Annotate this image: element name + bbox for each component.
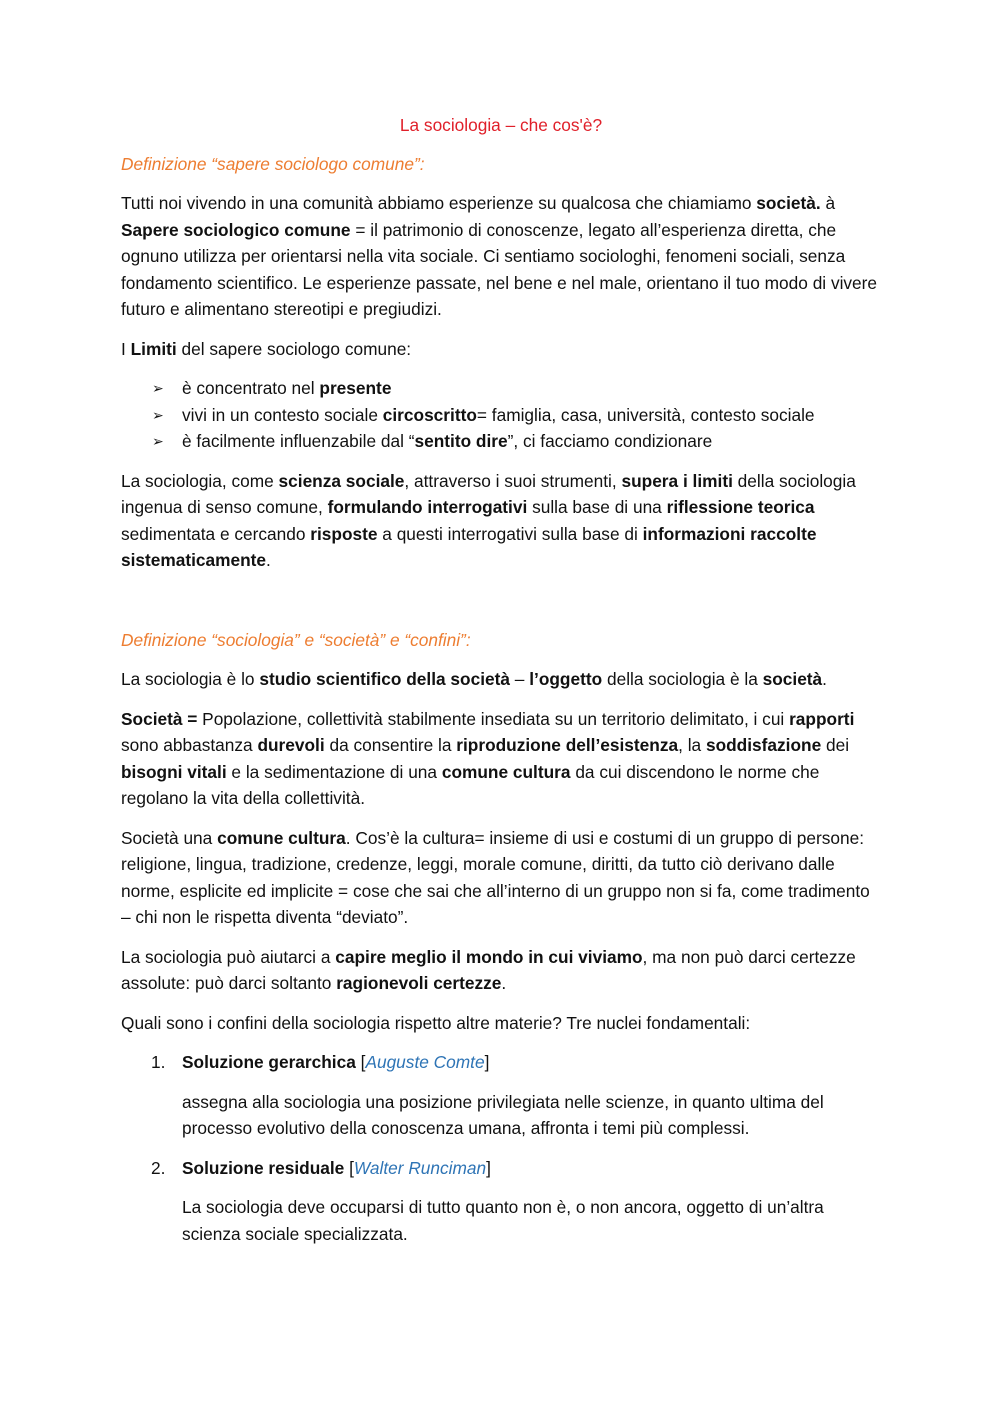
bold-text-run: Sapere sociologico comune	[121, 219, 351, 240]
text-run: I	[121, 338, 131, 359]
text-run: da consentire la	[324, 735, 457, 755]
list-number: 1.	[151, 1052, 166, 1072]
section-spacer	[121, 587, 881, 627]
text-run: è concentrato nel	[182, 378, 320, 398]
bold-text-run: capire meglio il mondo in cui viviamo	[335, 946, 643, 967]
arrow-bullet-icon: ➢	[152, 380, 164, 396]
bold-text-run: riproduzione dell’esistenza	[456, 735, 679, 755]
bold-text-run: studio scientifico della società	[259, 669, 510, 689]
text-run: . Cos’è la cultura= insieme di usi e costumi di un gruppo di persone: religione, lingua, tradizione, credenze, leggi, morale comune, diritti, da tutto ciò derivano dalle norme, esplicite ed implicite = cose che sai che all’interno di un gruppo non si fa, come tradimento – chi non le rispetta diventa “deviato”.	[121, 827, 870, 927]
bold-text-run: Limiti	[130, 338, 177, 359]
section-heading-sapere-comune: Definizione “sapere sociologo comune”:	[121, 153, 425, 174]
text-run: sulla base di una	[527, 497, 667, 517]
bold-text-run: riflessione teorica	[666, 497, 815, 517]
text-run: Quali sono i confini della sociologia rispetto altre materie? Tre nuclei fondamentali:	[121, 1012, 751, 1033]
text-run: della sociologia ingenua di senso comune,	[121, 470, 856, 517]
text-run: Tutti noi vivendo in una comunità abbiamo esperienze su qualcosa che chiamiamo	[121, 193, 757, 213]
document-page	[121, 112, 881, 1260]
text-run: , attraverso i suoi strumenti,	[404, 470, 622, 491]
list-number: 2.	[151, 1157, 166, 1178]
text-run: .	[822, 669, 827, 689]
numbered-item	[121, 1155, 881, 1248]
text-run: sedimentata e cercando	[121, 523, 311, 544]
bold-text-run: soddisfazione	[705, 735, 822, 755]
numbered-item	[121, 1049, 881, 1142]
text-run: e la sedimentazione di una	[226, 761, 442, 782]
paragraph-confini-intro	[121, 1010, 881, 1037]
limiti-bullet-list	[121, 375, 881, 455]
bold-text-run: circoscritto	[382, 404, 477, 425]
section-heading-sociologia-societa: Definizione “sociologia” e “società” e “confini”:	[121, 629, 471, 650]
paragraph-cultura	[121, 825, 881, 931]
bold-text-run: risposte	[310, 523, 378, 544]
text-run: La sociologia, come	[121, 470, 279, 491]
text-run: , la	[678, 735, 706, 755]
bold-text-run: l’oggetto	[529, 669, 603, 689]
bracket-close: ]	[484, 1052, 490, 1072]
solution-name: Soluzione gerarchica	[182, 1052, 356, 1072]
text-run: = famiglia, casa, università, contesto sociale	[476, 404, 815, 425]
paragraph-limiti-intro	[121, 336, 881, 363]
solution-description: assegna alla sociologia una posizione privilegiata nelle scienze, in quanto ultima del processo evolutivo della conoscenza umana, affronta i temi più complessi.	[182, 1091, 824, 1138]
text-run: , ma non può darci certezze assolute: può darci soltanto	[121, 946, 856, 993]
bold-text-run: ragionevoli certezze	[336, 973, 502, 993]
bold-text-run: supera i limiti	[621, 470, 733, 491]
text-run: –	[510, 669, 530, 689]
text-run: del sapere sociologo comune:	[176, 338, 412, 359]
text-run: dei	[821, 735, 850, 755]
text-run: vivi in un contesto sociale	[182, 404, 383, 425]
paragraph-sapere-comune	[121, 190, 881, 323]
bracket-close: ]	[486, 1157, 491, 1178]
paragraph-definizione-sociologia	[121, 666, 881, 693]
arrow-bullet-icon: ➢	[152, 406, 164, 423]
bold-text-run: informazioni raccolte sistematicamente	[121, 523, 817, 570]
bullet-text	[182, 431, 712, 451]
bold-text-run: bisogni vitali	[121, 761, 227, 782]
text-run: a questi interrogativi sulla base di	[377, 523, 643, 544]
arrow-bullet-icon: ➢	[152, 433, 164, 449]
text-run: = il patrimonio di conoscenze, legato all’esperienza diretta, che ognuno utilizza per orientarsi nella vita sociale. Ci sentiamo sociologhi, fenomeni sociali, senza fondamento scientifico. Le esperienze passate, nel bene e nel male, orientano il tuo modo di vivere futuro e alimentano stereotipi e pregiudizi.	[121, 219, 878, 319]
bold-text-run: rapporti	[789, 708, 855, 729]
paragraph-certezze	[121, 944, 881, 997]
bracket-open: [	[344, 1157, 354, 1178]
text-run: La sociologia è lo	[121, 669, 260, 689]
text-run: è facilmente influenzabile dal “	[182, 431, 415, 451]
bold-text-run: presente	[319, 378, 392, 398]
solution-description: La sociologia deve occuparsi di tutto quanto non è, o non ancora, oggetto di un’altra scienza sociale specializzata.	[182, 1197, 824, 1244]
author-name: Auguste Comte	[365, 1052, 485, 1072]
bold-text-run: sentito dire	[414, 431, 508, 451]
text-run: La sociologia può aiutarci a	[121, 946, 336, 967]
confini-numbered-list	[121, 1049, 881, 1247]
text-run: ”, ci facciamo condizionare	[507, 431, 713, 451]
bold-text-run: Società =	[121, 708, 203, 729]
text-run: Società una	[121, 827, 218, 848]
text-run: à	[820, 193, 836, 213]
text-run: della sociologia è la	[602, 669, 763, 689]
text-run: da cui discendono le norme che regolano la vita della collettività.	[121, 761, 820, 808]
bold-text-run: scienza sociale	[278, 470, 405, 491]
solution-name: Soluzione residuale	[182, 1157, 345, 1178]
text-run: Popolazione, collettività stabilmente insediata su un territorio delimitato, i cui	[202, 708, 790, 729]
bold-text-run: comune cultura	[441, 761, 571, 782]
bullet-item	[152, 375, 881, 402]
bold-text-run: durevoli	[257, 735, 325, 755]
bold-text-run: società.	[756, 193, 821, 213]
bold-text-run: formulando interrogativi	[327, 497, 528, 517]
text-run: sono abbastanza	[121, 735, 258, 755]
bracket-open: [	[355, 1052, 366, 1072]
document-title: La sociologia – che cos'è?	[399, 115, 603, 135]
paragraph-definizione-societa	[121, 706, 881, 812]
text-run: .	[501, 973, 507, 993]
bullet-text	[182, 378, 391, 398]
bold-text-run: comune cultura	[217, 827, 346, 848]
bullet-item	[152, 428, 881, 455]
bullet-item	[152, 402, 881, 429]
bullet-text	[182, 405, 815, 425]
paragraph-scienza-sociale	[121, 468, 881, 574]
author-name: Walter Runciman	[353, 1157, 487, 1178]
text-run: .	[266, 550, 271, 570]
bold-text-run: società	[762, 669, 823, 689]
